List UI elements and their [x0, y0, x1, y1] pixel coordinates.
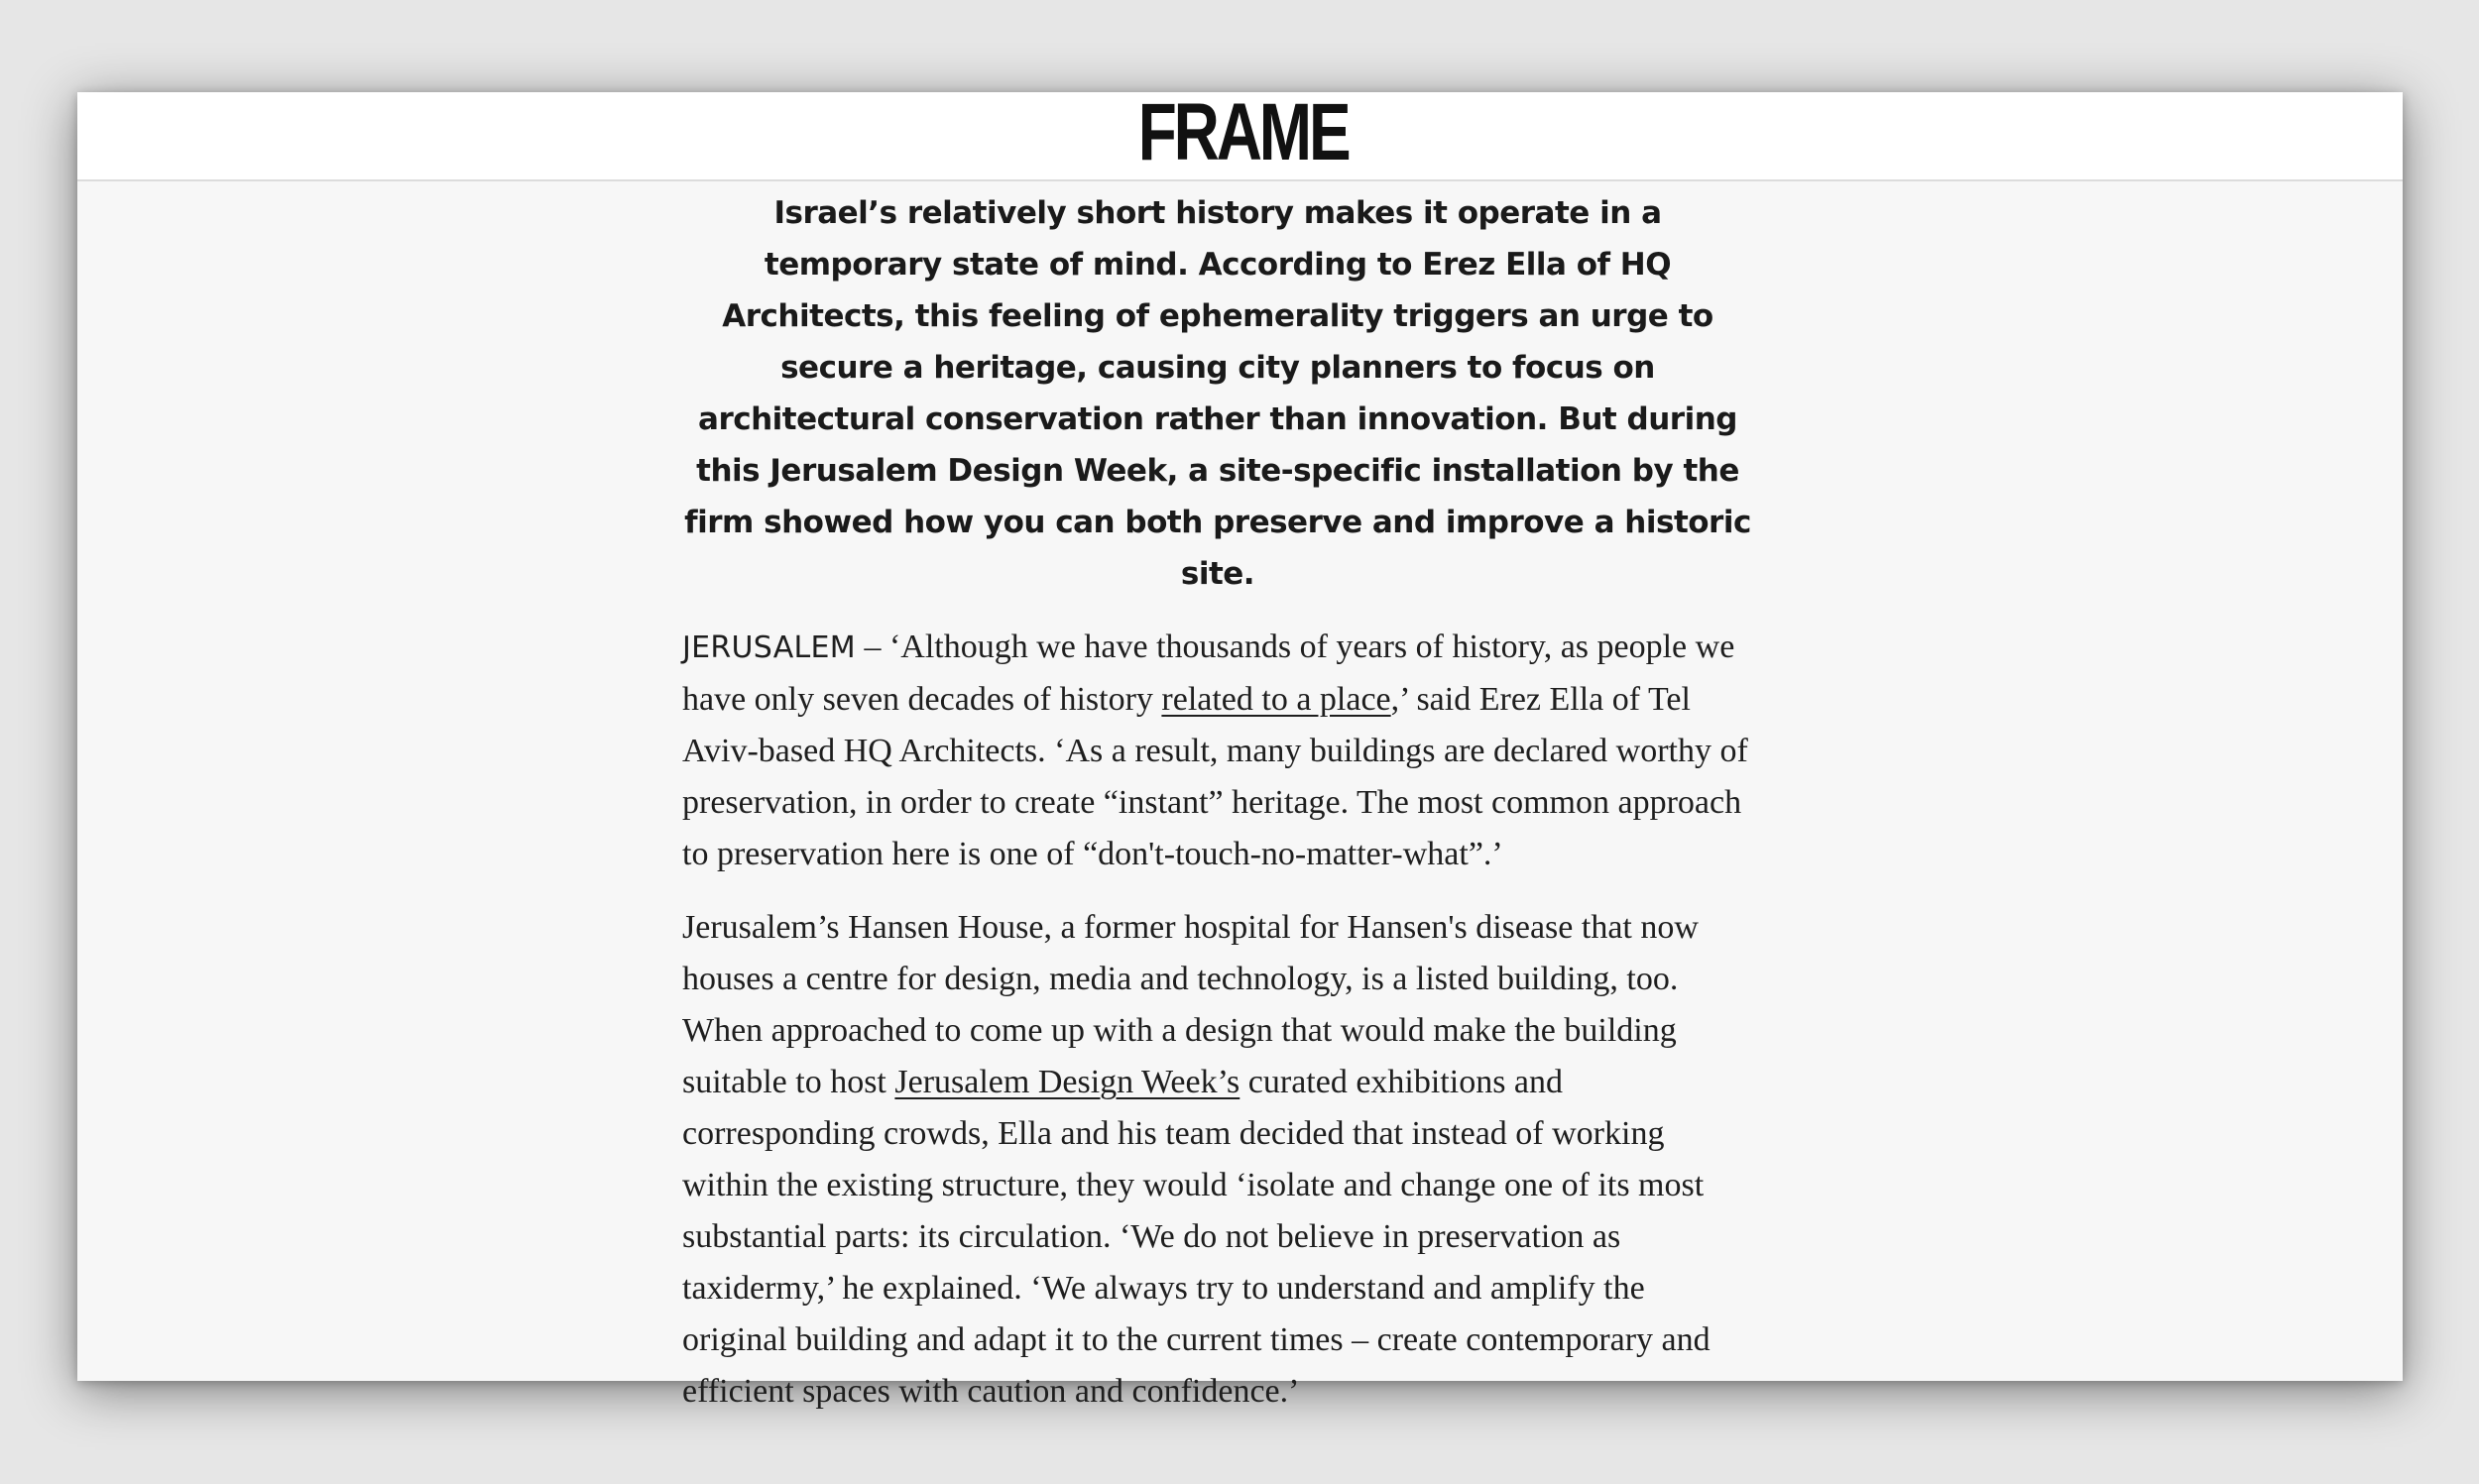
article-paragraph-2 — [682, 902, 1753, 1418]
paragraph-text: Jerusalem’s Hansen House, a former hospital for Hansen's disease that now houses a centre for design, media and technology, is a listed building, too. When approached to come up with a design that would make the building suitable to host — [682, 909, 1699, 1100]
paragraph-text: ‘Although we have thousands of years of history, as people we have only seven decades of history — [682, 628, 1735, 718]
article-paragraph-1 — [682, 622, 1753, 880]
related-to-a-place-link[interactable]: related to a place — [1161, 681, 1391, 718]
paragraph-text: curated exhibitions and corresponding crowds, Ella and his team decided that instead of working within the existing structure, they would ‘isolate and change one of its most substantial parts: its circulation. ‘We do not believe in preservation as taxidermy,’ he explained. ‘We always try to understand and amplify the original building and adapt it to the current times – create contemporary and efficient spaces with caution and confidence.’ — [682, 1064, 1711, 1410]
jerusalem-design-week-link[interactable]: Jerusalem Design Week’s — [894, 1064, 1240, 1100]
frame-logo[interactable]: FRAME — [1137, 87, 1349, 177]
dateline: JERUSALEM — [682, 630, 856, 665]
article-lead: Israel’s relatively short history makes it operate in a temporary state of mind. According to Erez Ella of HQ Architects, this feeling of ephemerality triggers an urge to secure a heritage, causing city planners to focus on architectural conservation rather than innovation. But during this Jerusalem Design Week, a site-specific installation by the firm showed how you can both preserve and improve a historic site. — [684, 195, 1751, 592]
dateline-dash: – — [855, 628, 889, 665]
paragraph-text: ,’ said Erez Ella of Tel Aviv-based HQ Architects. ‘As a result, many buildings are declared worthy of preservation, in order to create “instant” heritage. The most common approach to preservation here is one of “don't-touch-no-matter-what”.’ — [682, 681, 1748, 872]
site-header — [77, 87, 2403, 181]
browser-page — [77, 87, 2403, 1410]
article-body — [682, 179, 1753, 1410]
